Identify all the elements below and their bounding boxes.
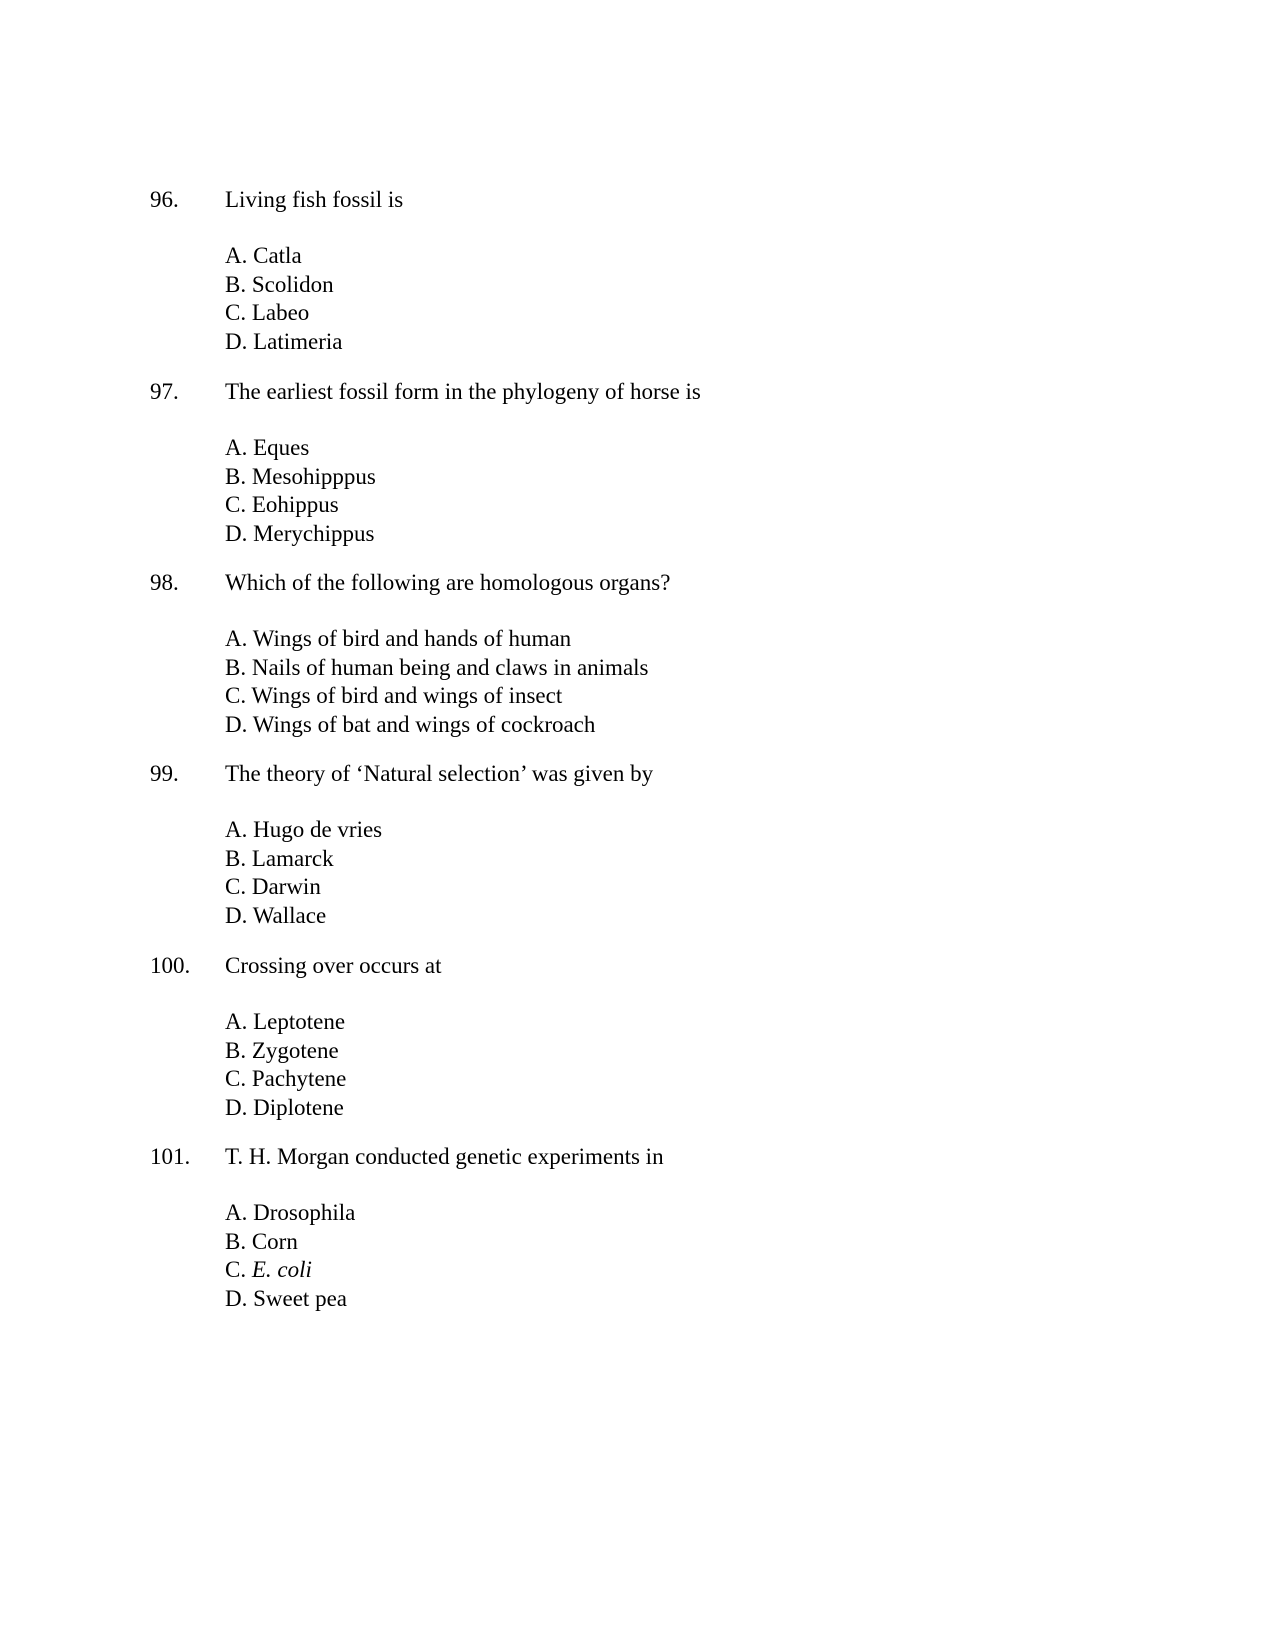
- option-list: [225, 1008, 346, 1122]
- question-number: 97.: [150, 379, 179, 404]
- question-text: Crossing over occurs at: [225, 953, 442, 978]
- question-98: [150, 569, 1150, 737]
- question-text: Living fish fossil is: [225, 187, 404, 212]
- option-a: A. Hugo de vries: [225, 817, 383, 842]
- question-96: [150, 186, 1150, 354]
- option-b: B. Scolidon: [225, 271, 334, 297]
- question-number: 100.: [150, 953, 191, 978]
- option-b: B. Corn: [225, 1228, 298, 1254]
- option-a: A. Drosophila: [225, 1200, 356, 1225]
- option-a: A. Eques: [225, 435, 310, 460]
- option-b: B. Lamarck: [225, 845, 334, 871]
- option-list: [225, 625, 649, 739]
- option-d: D. Merychippus: [225, 520, 375, 546]
- question-text: Which of the following are homologous organs?: [225, 570, 671, 595]
- option-d: D. Latimeria: [225, 328, 343, 354]
- option-c: C. Pachytene: [225, 1066, 347, 1092]
- question-number: 98.: [150, 570, 179, 595]
- option-c-prefix: C.: [225, 1257, 252, 1283]
- option-c-italic-text: E. coli: [251, 1257, 312, 1283]
- question-number: 96.: [150, 187, 179, 212]
- option-b: B. Mesohipppus: [225, 463, 376, 489]
- question-number: 101.: [150, 1144, 191, 1169]
- option-b: B. Nails of human being and claws in animals: [225, 654, 649, 680]
- question-100: [150, 952, 1150, 1120]
- option-b: B. Zygotene: [225, 1037, 339, 1063]
- question-99: [150, 760, 1150, 928]
- question-text: T. H. Morgan conducted genetic experiments in: [225, 1144, 664, 1169]
- option-d: D. Wings of bat and wings of cockroach: [225, 711, 596, 737]
- option-d: D. Wallace: [225, 902, 327, 928]
- question-text: The theory of ‘Natural selection’ was given by: [225, 761, 654, 786]
- option-a: A. Wings of bird and hands of human: [225, 626, 572, 651]
- option-c: C. Wings of bird and wings of insect: [225, 683, 563, 709]
- option-list: [225, 242, 343, 356]
- question-97: [150, 378, 1150, 546]
- question-text: The earliest fossil form in the phylogeny of horse is: [225, 379, 701, 404]
- option-c: C. Eohippus: [225, 492, 339, 518]
- option-a: A. Catla: [225, 243, 302, 268]
- option-list: [225, 1199, 355, 1313]
- option-c: C. Darwin: [225, 874, 321, 900]
- option-d: D. Sweet pea: [225, 1285, 347, 1311]
- question-number: 99.: [150, 761, 179, 786]
- option-c: [225, 1256, 355, 1285]
- option-list: [225, 434, 376, 548]
- option-list: [225, 816, 382, 930]
- question-101: [150, 1143, 1150, 1311]
- option-c: C. Labeo: [225, 300, 310, 326]
- option-a: A. Leptotene: [225, 1009, 346, 1034]
- option-d: D. Diplotene: [225, 1094, 344, 1120]
